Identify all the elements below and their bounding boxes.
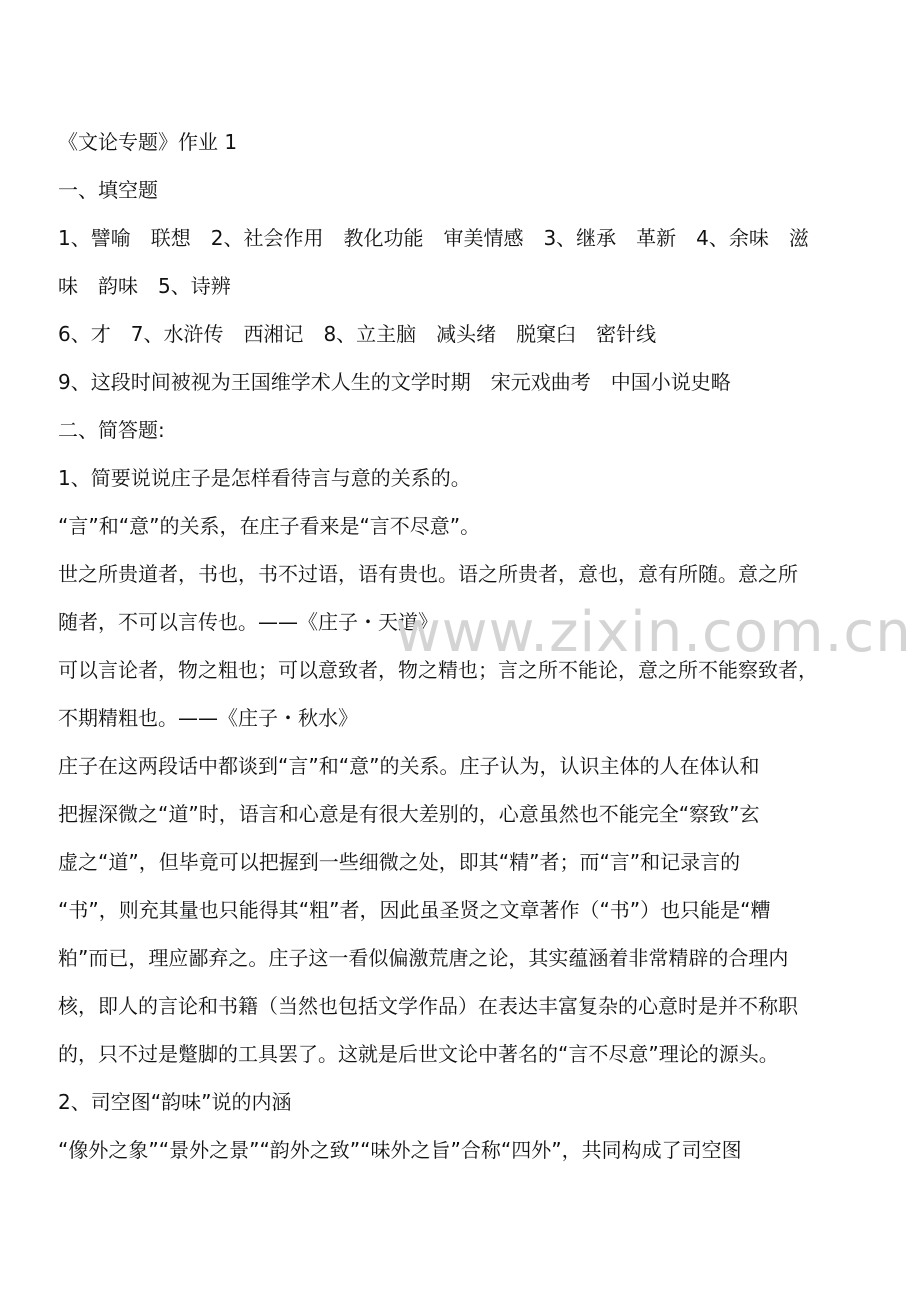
answer-line: “言”和“意”的关系，在庄子看来是“言不尽意”。 bbox=[58, 514, 481, 538]
answer-line: 庄子在这两段话中都谈到“言”和“意”的关系。庄子认为，认识主体的人在体认和 bbox=[58, 754, 760, 778]
question-1: 1、简要说说庄子是怎样看待言与意的关系的。 bbox=[58, 466, 471, 490]
answer-line: 虚之“道”，但毕竟可以把握到一些细微之处，即其“精”者；而“言”和记录言的 bbox=[58, 850, 741, 874]
answer-line: 粕”而已，理应鄙弃之。庄子这一看似偏激荒唐之论，其实蕴涵着非常精辟的合理内 bbox=[58, 946, 789, 970]
document-page bbox=[58, 118, 868, 1174]
answer-line: “书”，则充其量也只能得其“粗”者，因此虽圣贤之文章著作（“书”）也只能是“糟 bbox=[58, 898, 771, 922]
answer-line: 可以言论者，物之粗也；可以意致者，物之精也；言之所不能论，意之所不能察致者， bbox=[58, 658, 818, 682]
fill-blank-answer-line: 味 韵味 5、诗辨 bbox=[58, 274, 231, 298]
section2-heading: 二、简答题: bbox=[58, 418, 165, 442]
fill-blank-answer-line: 6、才 7、水浒传 西湘记 8、立主脑 减头绪 脱窠臼 密针线 bbox=[58, 322, 657, 346]
answer-line: 把握深微之“道”时，语言和心意是有很大差别的，心意虽然也不能完全“察致”玄 bbox=[58, 802, 760, 826]
answer-line: 核，即人的言论和书籍（当然也包括文学作品）在表达丰富复杂的心意时是并不称职 bbox=[58, 994, 798, 1018]
answer-line: “像外之象”“景外之景”“韵外之致”“味外之旨”合称“四外”，共同构成了司空图 bbox=[58, 1138, 742, 1162]
answer-line: 的，只不过是蹩脚的工具罢了。这就是后世文论中著名的“言不尽意”理论的源头。 bbox=[58, 1042, 779, 1066]
question-2: 2、司空图“韵味”说的内涵 bbox=[58, 1090, 292, 1114]
watermark-text: www.zixin.com.cn bbox=[395, 600, 912, 665]
answer-line: 不期精粗也。——《庄子・秋水》 bbox=[58, 706, 358, 730]
fill-blank-answer-line: 1、譬喻 联想 2、社会作用 教化功能 审美情感 3、继承 革新 4、余味 滋 bbox=[58, 226, 809, 250]
section1-heading: 一、填空题 bbox=[58, 178, 158, 202]
answer-line: 世之所贵道者，书也，书不过语，语有贵也。语之所贵者，意也，意有所随。意之所 bbox=[58, 562, 798, 586]
answer-line: 随者，不可以言传也。——《庄子・天道》 bbox=[58, 610, 438, 634]
document-title: 《文论专题》作业 1 bbox=[58, 130, 238, 154]
fill-blank-answer-line: 9、这段时间被视为王国维学术人生的文学时期 宋元戏曲考 中国小说史略 bbox=[58, 370, 731, 394]
